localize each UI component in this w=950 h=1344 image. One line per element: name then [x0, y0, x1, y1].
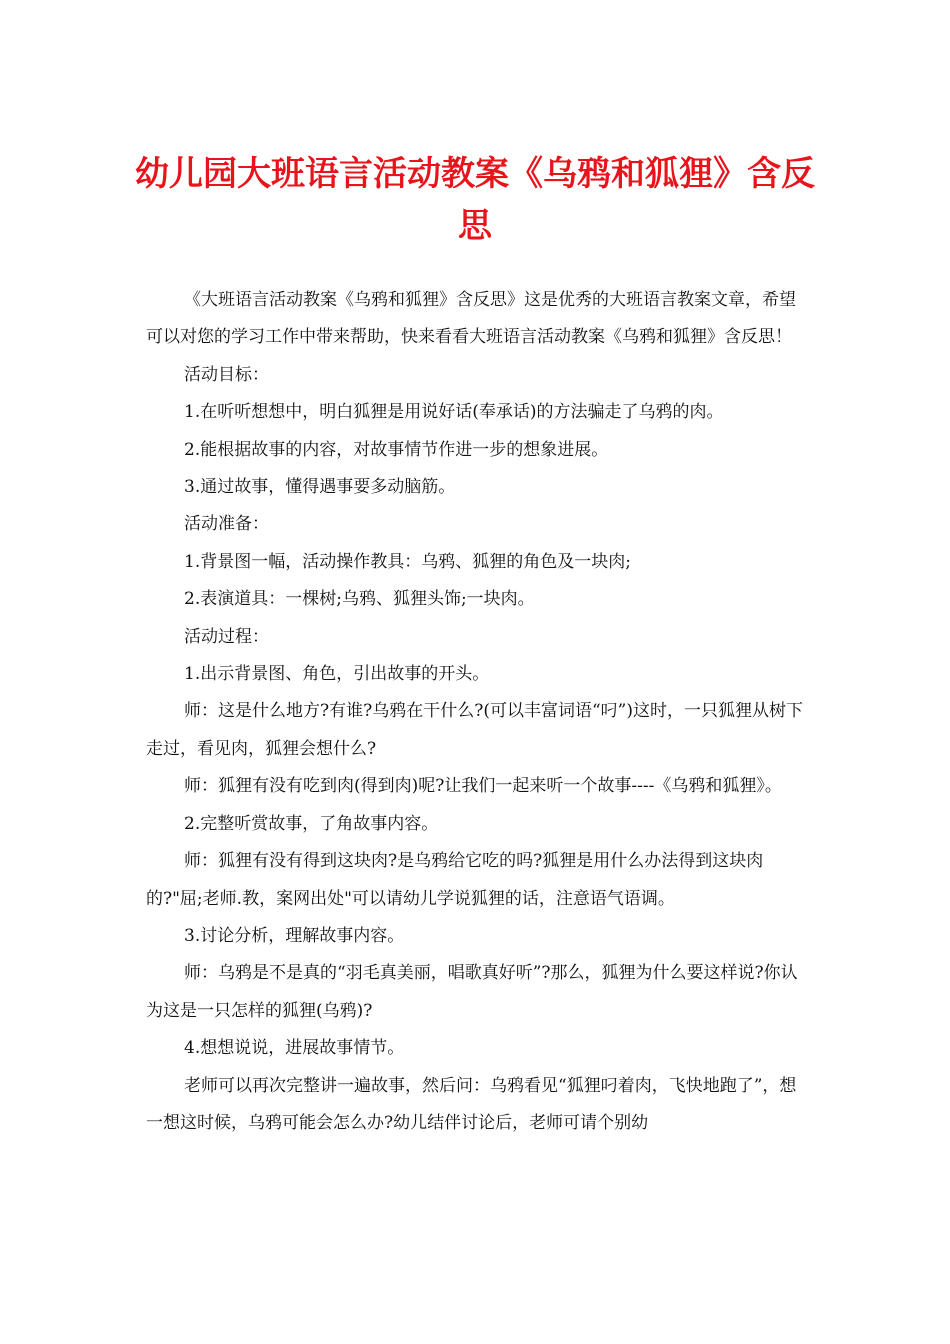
section-heading: 活动目标：	[184, 364, 269, 385]
list-item: 2.表演道具：一棵树;乌鸦、狐狸头饰;一块肉。	[184, 589, 535, 610]
list-item: 2.能根据故事的内容，对故事情节作进一步的想象进展。	[184, 439, 609, 460]
list-item: 1.在听听想想中，明白狐狸是用说好话(奉承话)的方法骗走了乌鸦的肉。	[184, 402, 724, 423]
body-paragraph: 师：乌鸦是不是真的“羽毛真美丽，唱歌真好听”?那么，狐狸为什么要这样说?你认为这是一只怎样的狐狸(乌鸦)?	[146, 963, 798, 1021]
body-paragraph: 老师可以再次完整讲一遍故事，然后问：乌鸦看见“狐狸叼着肉，飞快地跑了”，想一想这时候，乌鸦可能会怎么办?幼儿结伴讨论后，老师可请个别幼	[146, 1075, 797, 1133]
step-heading: 4.想想说说，进展故事情节。	[184, 1038, 405, 1059]
body-paragraph: 师：这是什么地方?有谁?乌鸦在干什么?(可以丰富词语“叼”)这时，一只狐狸从树下走过，看见肉，狐狸会想什么?	[146, 701, 803, 759]
body-paragraph: 师：狐狸有没有吃到肉(得到肉)呢?让我们一起来听一个故事----《乌鸦和狐狸》。	[184, 776, 782, 797]
step-heading: 2.完整听赏故事，了角故事内容。	[184, 813, 439, 834]
body-paragraph: 师：狐狸有没有得到这块肉?是乌鸦给它吃的吗?狐狸是用什么办法得到这块肉的?"屈;老师.教，案网出处"可以请幼儿学说狐狸的话，注意语气语调。	[146, 851, 764, 909]
list-item: 3.通过故事，懂得遇事要多动脑筋。	[184, 477, 456, 498]
list-item: 1.背景图一幅，活动操作教具：乌鸦、狐狸的角色及一块肉;	[184, 551, 631, 572]
document-body	[146, 282, 806, 1142]
step-heading: 1.出示背景图、角色，引出故事的开头。	[184, 664, 490, 685]
section-heading: 活动过程：	[184, 626, 269, 647]
document-title: 幼儿园大班语言活动教案《乌鸦和狐狸》含反思	[135, 154, 815, 246]
step-heading: 3.讨论分析，理解故事内容。	[184, 925, 405, 946]
intro-paragraph: 《大班语言活动教案《乌鸦和狐狸》含反思》这是优秀的大班语言教案文章，希望可以对您的学习工作中带来帮助，快来看看大班语言活动教案《乌鸦和狐狸》含反思！	[146, 290, 796, 348]
section-heading: 活动准备：	[184, 514, 269, 535]
